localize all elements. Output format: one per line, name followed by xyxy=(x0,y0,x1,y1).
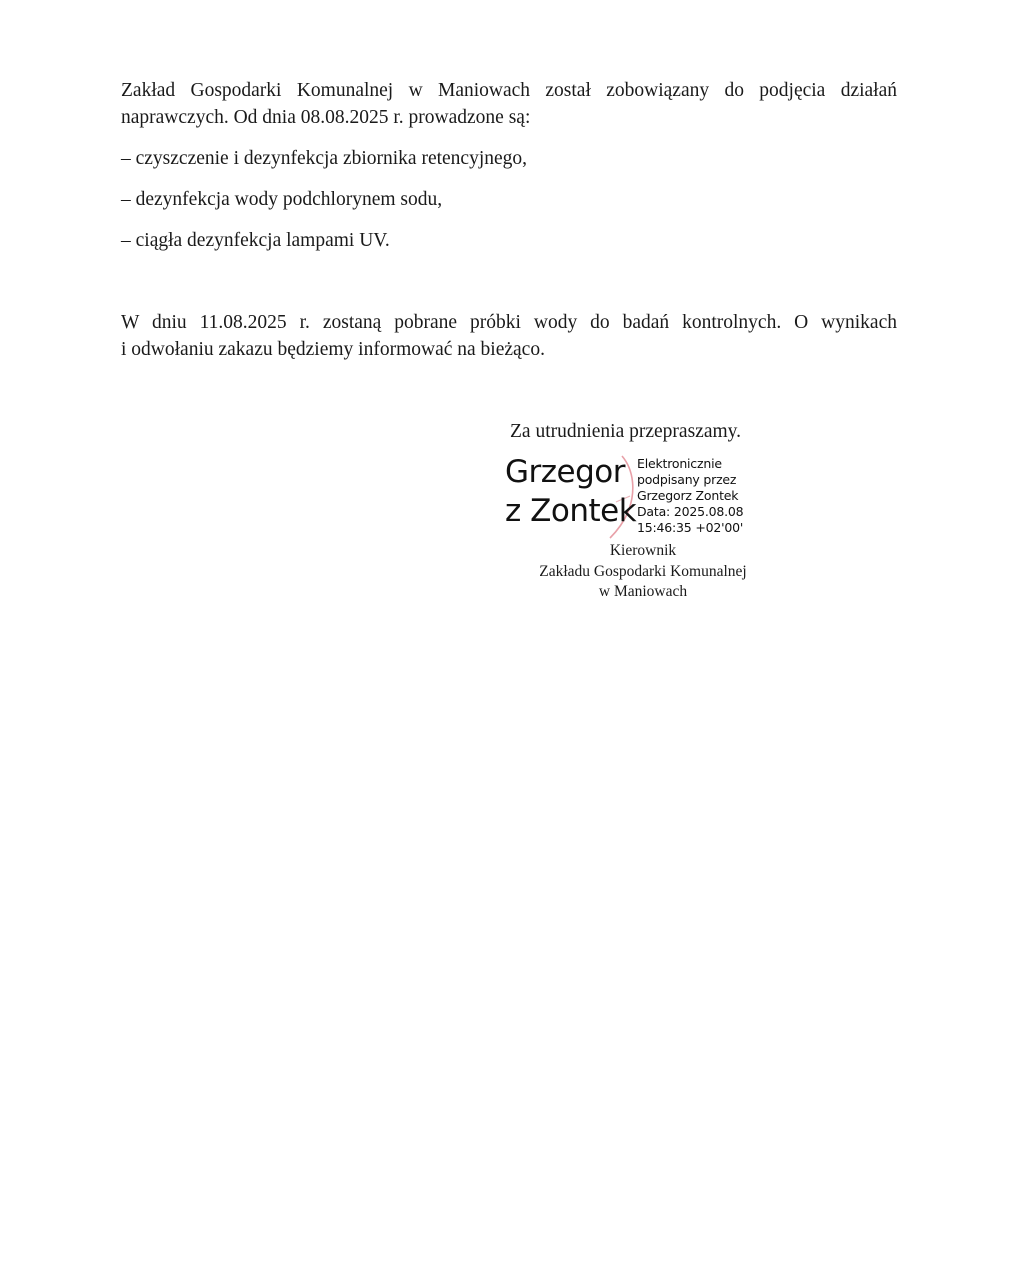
signature-detail-4: Data: 2025.08.08 xyxy=(637,504,744,519)
intro-line-1: Zakład Gospodarki Komunalnej w Maniowach został zobowiązany do podjęcia działań xyxy=(121,80,897,101)
signature-name-line-2: z Zontek xyxy=(505,493,637,529)
role-line-2: Zakładu Gospodarki Komunalnej xyxy=(539,562,747,580)
signature-details xyxy=(637,456,743,536)
action-item-3: – ciągła dezynfekcja lampami UV. xyxy=(121,230,390,251)
intro-paragraph xyxy=(121,77,897,131)
role-line-1: Kierownik xyxy=(609,542,677,559)
signature-name xyxy=(505,453,636,531)
followup-line-2: i odwołaniu zakazu będziemy informować na bieżąco. xyxy=(121,339,545,360)
role-line-3: w Maniowach xyxy=(598,583,688,600)
action-item-2: – dezynfekcja wody podchlorynem sodu, xyxy=(121,189,443,210)
signature-name-line-1: Grzegor xyxy=(505,454,626,490)
intro-line-2: naprawczych. Od dnia 08.08.2025 r. prowadzone są: xyxy=(121,107,531,128)
signature-detail-1: Elektronicznie xyxy=(637,456,722,471)
followup-paragraph xyxy=(121,309,897,363)
followup-line-1: W dniu 11.08.2025 r. zostaną pobrane próbki wody do badań kontrolnych. O wynikach xyxy=(121,312,897,333)
closing-apology: Za utrudnienia przepraszamy. xyxy=(510,421,742,442)
signature-detail-5: 15:46:35 +02'00' xyxy=(637,520,744,535)
signature-detail-2: podpisany przez xyxy=(637,472,737,487)
signatory-role xyxy=(500,541,786,603)
action-item-1: – czyszczenie i dezynfekcja zbiornika retencyjnego, xyxy=(121,148,528,169)
signature-detail-3: Grzegorz Zontek xyxy=(637,488,739,503)
